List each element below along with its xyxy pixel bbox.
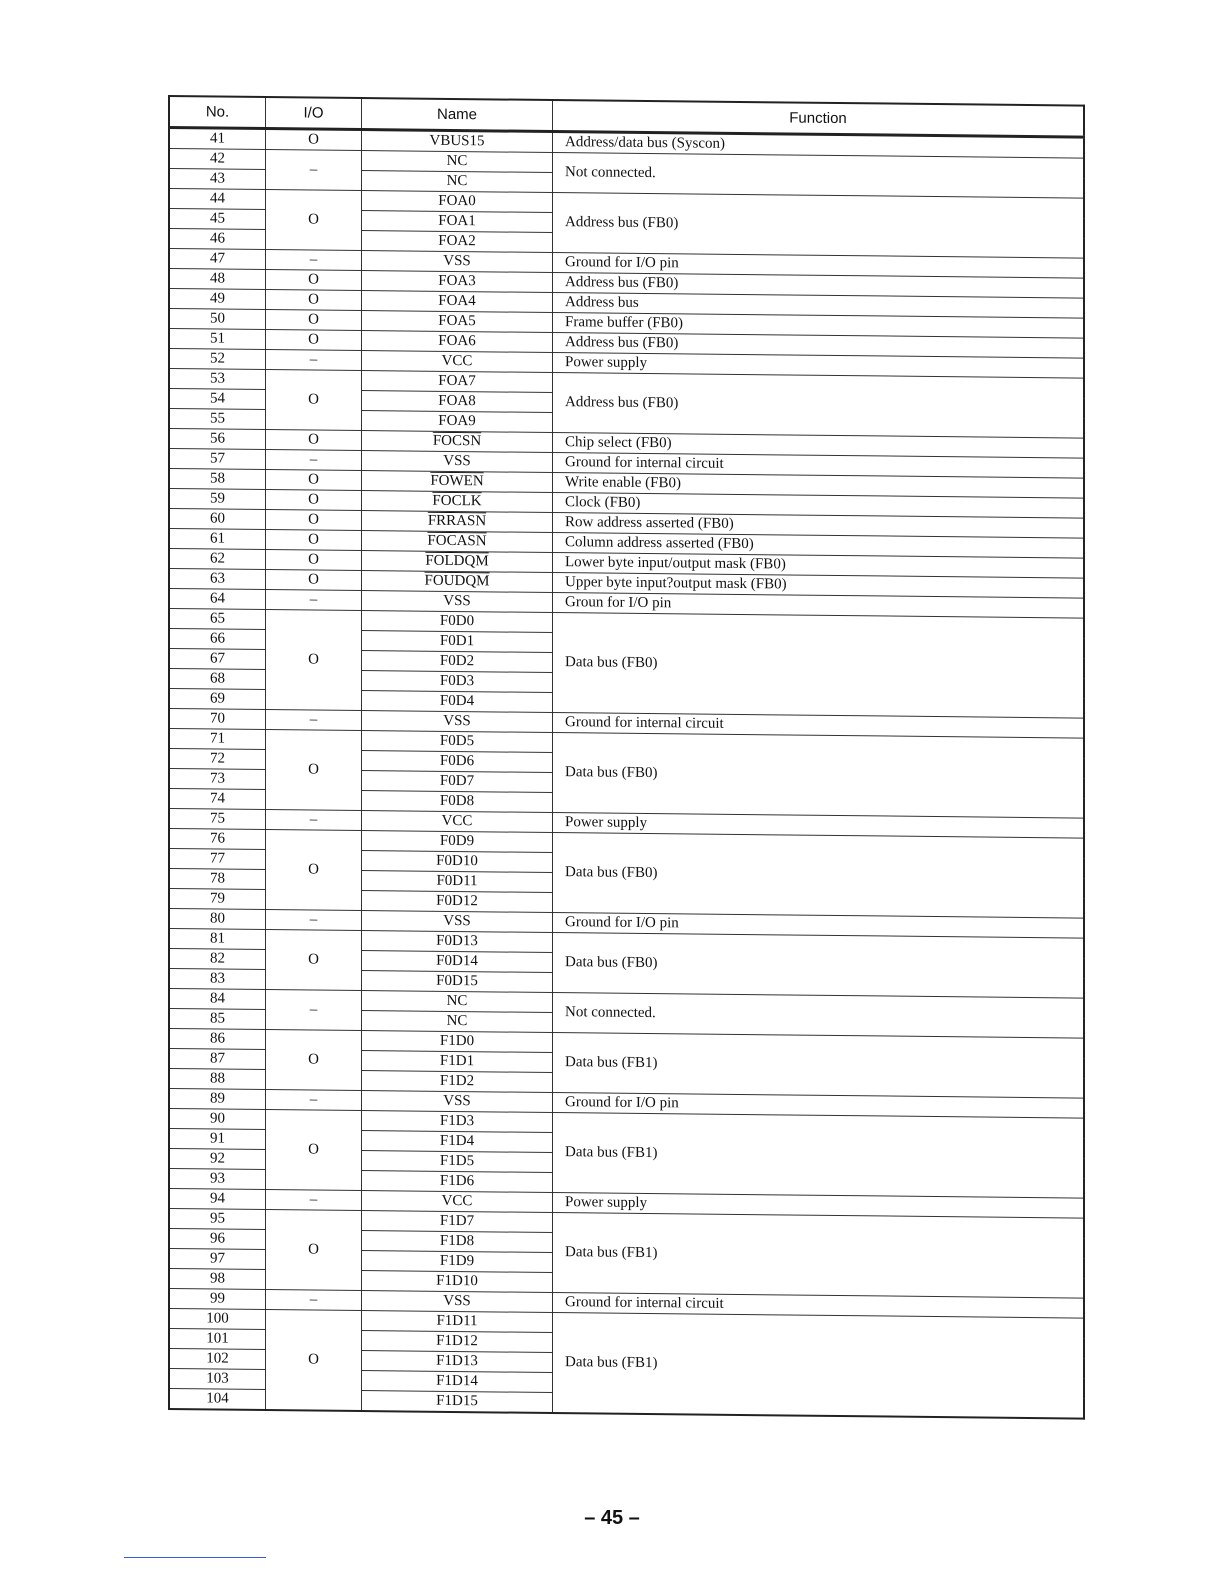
pin-io: O bbox=[266, 490, 362, 511]
pin-name bbox=[362, 171, 553, 193]
pin-name bbox=[362, 1091, 553, 1113]
pin-number: 51 bbox=[169, 329, 266, 350]
pin-function: Clock (FB0) bbox=[553, 493, 1085, 519]
pin-name-text: NC bbox=[446, 992, 468, 1010]
pin-name-text: F0D3 bbox=[439, 672, 475, 690]
pin-number: 103 bbox=[169, 1369, 266, 1390]
pin-number: 68 bbox=[169, 669, 266, 690]
pin-name bbox=[362, 791, 553, 813]
pin-number: 83 bbox=[169, 969, 266, 990]
pin-name bbox=[362, 991, 553, 1013]
pin-name bbox=[362, 651, 553, 673]
pin-name-text: NC bbox=[446, 172, 468, 190]
pin-name-text: VSS bbox=[443, 592, 471, 610]
pin-function: Not connected. bbox=[553, 993, 1085, 1039]
pin-function: Address/data bus (Syscon) bbox=[553, 132, 1085, 159]
pin-name-text: VSS bbox=[443, 712, 471, 730]
pin-function: Ground for internal circuit bbox=[553, 1293, 1085, 1319]
pin-name-text: F0D15 bbox=[436, 972, 478, 990]
pin-number: 78 bbox=[169, 869, 266, 890]
pin-io: O bbox=[266, 190, 362, 251]
pin-name bbox=[362, 631, 553, 653]
pin-io: – bbox=[266, 710, 362, 731]
pin-name-text: FOA0 bbox=[438, 192, 476, 210]
pin-name bbox=[362, 1351, 553, 1373]
pin-function: Write enable (FB0) bbox=[553, 473, 1085, 499]
pin-name bbox=[362, 1371, 553, 1393]
pin-number: 59 bbox=[169, 489, 266, 510]
pin-name-text: F0D11 bbox=[436, 872, 478, 890]
pin-function: Groun for I/O pin bbox=[553, 593, 1085, 619]
pin-name bbox=[362, 811, 553, 833]
pin-name bbox=[362, 731, 553, 753]
pin-io: – bbox=[266, 910, 362, 931]
pin-number: 52 bbox=[169, 349, 266, 370]
pin-function: Data bus (FB1) bbox=[553, 1313, 1085, 1419]
pin-name-text: F1D12 bbox=[436, 1332, 478, 1350]
pin-function: Not connected. bbox=[553, 153, 1085, 199]
pin-name-text: F0D5 bbox=[439, 732, 475, 750]
header-io: I/O bbox=[266, 97, 362, 130]
pin-name bbox=[362, 1331, 553, 1353]
pin-name-text: FOA5 bbox=[438, 312, 476, 330]
pin-name-text: FOA3 bbox=[438, 272, 476, 290]
pin-number: 58 bbox=[169, 469, 266, 490]
pin-number: 55 bbox=[169, 409, 266, 430]
pin-name-text: F0D14 bbox=[436, 952, 478, 970]
pin-name bbox=[362, 411, 553, 433]
pin-name bbox=[362, 391, 553, 413]
pin-io: O bbox=[266, 570, 362, 591]
pin-name-text: F1D2 bbox=[439, 1072, 475, 1090]
pin-name-text: NC bbox=[446, 152, 468, 170]
pin-name bbox=[362, 1191, 553, 1213]
pin-name-text: F1D14 bbox=[436, 1372, 478, 1390]
pin-name bbox=[362, 551, 553, 573]
pin-number: 94 bbox=[169, 1189, 266, 1210]
pin-number: 92 bbox=[169, 1149, 266, 1170]
pin-name bbox=[362, 451, 553, 473]
pin-number: 70 bbox=[169, 709, 266, 730]
pin-number: 65 bbox=[169, 609, 266, 630]
pin-function: Upper byte input?output mask (FB0) bbox=[553, 573, 1085, 599]
pin-name bbox=[362, 211, 553, 233]
pin-number: 86 bbox=[169, 1029, 266, 1050]
pin-name bbox=[362, 751, 553, 773]
pin-name-text: F0D6 bbox=[439, 752, 475, 770]
header-no: No. bbox=[169, 96, 266, 129]
pin-name bbox=[362, 351, 553, 373]
pin-name-text: FOA2 bbox=[438, 232, 476, 250]
pin-io: – bbox=[266, 350, 362, 371]
pin-io: – bbox=[266, 1190, 362, 1211]
pin-number: 88 bbox=[169, 1069, 266, 1090]
pin-name bbox=[362, 471, 553, 493]
pin-number: 45 bbox=[169, 209, 266, 230]
pin-io: – bbox=[266, 990, 362, 1031]
pin-number: 77 bbox=[169, 849, 266, 870]
pin-name bbox=[362, 671, 553, 693]
pin-name bbox=[362, 1171, 553, 1193]
pin-name bbox=[362, 871, 553, 893]
pin-io: O bbox=[266, 129, 362, 151]
pin-io: O bbox=[266, 1030, 362, 1091]
pin-function: Data bus (FB1) bbox=[553, 1033, 1085, 1099]
pin-name-text: VSS bbox=[443, 912, 471, 930]
pin-number: 101 bbox=[169, 1329, 266, 1350]
pin-table-body bbox=[169, 128, 1084, 1419]
pin-io: – bbox=[266, 1090, 362, 1111]
pin-name-text: FOCASN bbox=[427, 532, 487, 550]
pin-name bbox=[362, 371, 553, 393]
pin-function: Ground for I/O pin bbox=[553, 1093, 1085, 1119]
pin-name bbox=[362, 431, 553, 453]
pin-name bbox=[362, 231, 553, 253]
pin-number: 63 bbox=[169, 569, 266, 590]
pin-name-text: F0D0 bbox=[439, 612, 475, 630]
pin-name-text: F0D2 bbox=[439, 652, 475, 670]
pin-function: Row address asserted (FB0) bbox=[553, 513, 1085, 539]
pin-io: O bbox=[266, 730, 362, 811]
pin-name-text: FOA8 bbox=[438, 392, 476, 410]
pin-number: 61 bbox=[169, 529, 266, 550]
pin-function: Chip select (FB0) bbox=[553, 433, 1085, 459]
pin-number: 71 bbox=[169, 729, 266, 750]
pin-name-text: F0D10 bbox=[436, 852, 478, 870]
pin-number: 56 bbox=[169, 429, 266, 450]
pin-io: O bbox=[266, 310, 362, 331]
pin-name-text: F0D12 bbox=[436, 892, 478, 910]
pin-name bbox=[362, 151, 553, 173]
pin-name-text: F1D15 bbox=[436, 1392, 478, 1410]
pin-name-text: VSS bbox=[443, 1092, 471, 1110]
pin-name-text: F1D6 bbox=[439, 1172, 475, 1190]
pin-name-text: VCC bbox=[441, 352, 473, 370]
pin-number: 42 bbox=[169, 149, 266, 170]
pin-number: 93 bbox=[169, 1169, 266, 1190]
pin-function: Data bus (FB1) bbox=[553, 1113, 1085, 1199]
pin-io: – bbox=[266, 450, 362, 471]
pin-name-text: FOUDQM bbox=[424, 572, 490, 590]
pin-number: 84 bbox=[169, 989, 266, 1010]
pin-number: 80 bbox=[169, 909, 266, 930]
pin-function: Data bus (FB0) bbox=[553, 833, 1085, 919]
pin-function: Column address asserted (FB0) bbox=[553, 533, 1085, 559]
pin-name bbox=[362, 291, 553, 313]
pin-function: Frame buffer (FB0) bbox=[553, 313, 1085, 339]
pin-io: O bbox=[266, 1310, 362, 1412]
pin-name-text: FOA9 bbox=[438, 412, 476, 430]
pin-io: O bbox=[266, 530, 362, 551]
pin-name-text: FOCSN bbox=[432, 432, 482, 450]
pin-function: Data bus (FB0) bbox=[553, 613, 1085, 719]
pin-name-text: F0D8 bbox=[439, 792, 475, 810]
pin-io: O bbox=[266, 830, 362, 911]
pin-function: Data bus (FB1) bbox=[553, 1213, 1085, 1299]
pin-name-text: F1D1 bbox=[439, 1052, 475, 1070]
pin-function: Address bus (FB0) bbox=[553, 273, 1085, 299]
pin-function: Ground for I/O pin bbox=[553, 253, 1085, 279]
header-function: Function bbox=[553, 100, 1085, 137]
pin-name-text: VBUS15 bbox=[429, 132, 485, 150]
pin-io: O bbox=[266, 430, 362, 451]
pin-name bbox=[362, 491, 553, 513]
pin-name bbox=[362, 1011, 553, 1033]
pin-number: 47 bbox=[169, 249, 266, 270]
pin-name-text: NC bbox=[446, 1012, 468, 1030]
pin-function: Address bus bbox=[553, 293, 1085, 319]
pin-name bbox=[362, 1311, 553, 1333]
pin-name-text: FOLDQM bbox=[425, 552, 489, 570]
pin-name bbox=[362, 511, 553, 533]
pin-function: Address bus (FB0) bbox=[553, 333, 1085, 359]
pin-name bbox=[362, 1251, 553, 1273]
pin-name-text: F1D0 bbox=[439, 1032, 475, 1050]
pin-name bbox=[362, 571, 553, 593]
pin-number: 96 bbox=[169, 1229, 266, 1250]
pin-number: 60 bbox=[169, 509, 266, 530]
pin-name-text: F1D10 bbox=[436, 1272, 478, 1290]
pin-number: 48 bbox=[169, 269, 266, 290]
pin-name bbox=[362, 191, 553, 213]
pin-io: – bbox=[266, 1290, 362, 1311]
pin-number: 57 bbox=[169, 449, 266, 470]
pin-function: Power supply bbox=[553, 1193, 1085, 1219]
pin-name-text: F1D13 bbox=[436, 1352, 478, 1370]
pin-name bbox=[362, 1031, 553, 1053]
pin-name-text: VCC bbox=[441, 1192, 473, 1210]
pin-name bbox=[362, 1151, 553, 1173]
pin-name bbox=[362, 1071, 553, 1093]
pin-number: 50 bbox=[169, 309, 266, 330]
pin-io: O bbox=[266, 370, 362, 431]
pin-number: 67 bbox=[169, 649, 266, 670]
pin-number: 49 bbox=[169, 289, 266, 310]
pin-number: 69 bbox=[169, 689, 266, 710]
pin-name-text: F1D3 bbox=[439, 1112, 475, 1130]
pin-name bbox=[362, 251, 553, 273]
pin-name bbox=[362, 1391, 553, 1414]
pin-io: O bbox=[266, 930, 362, 991]
pin-name-text: VCC bbox=[441, 812, 473, 830]
pin-io: O bbox=[266, 610, 362, 711]
pin-function: Power supply bbox=[553, 813, 1085, 839]
pin-number: 66 bbox=[169, 629, 266, 650]
pin-name bbox=[362, 831, 553, 853]
pin-name bbox=[362, 1051, 553, 1073]
pin-function: Power supply bbox=[553, 353, 1085, 379]
pin-number: 91 bbox=[169, 1129, 266, 1150]
pin-name bbox=[362, 771, 553, 793]
pin-name bbox=[362, 971, 553, 993]
pin-name bbox=[362, 691, 553, 713]
pin-name-text: FRRASN bbox=[427, 512, 487, 530]
pin-name-text: FOCLK bbox=[432, 492, 482, 510]
pin-name-text: F1D5 bbox=[439, 1152, 475, 1170]
pin-name-text: FOA6 bbox=[438, 332, 476, 350]
pin-number: 100 bbox=[169, 1309, 266, 1330]
pin-number: 62 bbox=[169, 549, 266, 570]
pin-number: 41 bbox=[169, 128, 266, 150]
page-number: – 45 – bbox=[584, 1507, 640, 1529]
pin-name-text: F1D9 bbox=[439, 1252, 475, 1270]
pin-number: 54 bbox=[169, 389, 266, 410]
pin-number: 99 bbox=[169, 1289, 266, 1310]
pin-io: – bbox=[266, 250, 362, 271]
pin-number: 98 bbox=[169, 1269, 266, 1290]
pin-name-text: FOA4 bbox=[438, 292, 476, 310]
footer-rule bbox=[124, 1557, 266, 1558]
pin-name bbox=[362, 531, 553, 553]
pin-name-text: F1D11 bbox=[436, 1312, 478, 1330]
pin-name-text: F0D4 bbox=[439, 692, 475, 710]
pin-number: 64 bbox=[169, 589, 266, 610]
pin-name-text: FOA1 bbox=[438, 212, 476, 230]
pin-name bbox=[362, 851, 553, 873]
pin-function: Address bus (FB0) bbox=[553, 373, 1085, 439]
pin-name bbox=[362, 1131, 553, 1153]
pin-function: Lower byte input/output mask (FB0) bbox=[553, 553, 1085, 579]
pin-number: 82 bbox=[169, 949, 266, 970]
pin-number: 102 bbox=[169, 1349, 266, 1370]
pin-number: 95 bbox=[169, 1209, 266, 1230]
pin-name-text: F0D13 bbox=[436, 932, 478, 950]
pin-name bbox=[362, 1211, 553, 1233]
pin-number: 90 bbox=[169, 1109, 266, 1130]
pin-name bbox=[362, 951, 553, 973]
pin-io: O bbox=[266, 330, 362, 351]
pin-name-text: F0D1 bbox=[439, 632, 475, 650]
pin-number: 89 bbox=[169, 1089, 266, 1110]
pin-io: O bbox=[266, 510, 362, 531]
pin-number: 85 bbox=[169, 1009, 266, 1030]
pin-io: – bbox=[266, 810, 362, 831]
pin-table bbox=[168, 95, 1085, 1420]
pin-name bbox=[362, 1111, 553, 1133]
pin-name-text: F0D9 bbox=[439, 832, 475, 850]
pin-name bbox=[362, 311, 553, 333]
pin-function: Ground for I/O pin bbox=[553, 913, 1085, 939]
pin-number: 75 bbox=[169, 809, 266, 830]
pin-number: 43 bbox=[169, 169, 266, 190]
pin-io: O bbox=[266, 550, 362, 571]
pin-name bbox=[362, 271, 553, 293]
pin-function: Address bus (FB0) bbox=[553, 193, 1085, 259]
pin-name bbox=[362, 911, 553, 933]
pin-name-text: F0D7 bbox=[439, 772, 475, 790]
pin-io: O bbox=[266, 270, 362, 291]
pin-io: O bbox=[266, 1210, 362, 1291]
pin-name-text: FOA7 bbox=[438, 372, 476, 390]
pin-io: O bbox=[266, 470, 362, 491]
pin-name-text: VSS bbox=[443, 252, 471, 270]
pin-name bbox=[362, 130, 553, 153]
pin-name-text: F1D4 bbox=[439, 1132, 475, 1150]
pin-function: Data bus (FB0) bbox=[553, 733, 1085, 819]
pin-name bbox=[362, 891, 553, 913]
pin-number: 72 bbox=[169, 749, 266, 770]
pin-name bbox=[362, 1291, 553, 1313]
pin-name bbox=[362, 931, 553, 953]
pin-io: O bbox=[266, 290, 362, 311]
pin-name bbox=[362, 591, 553, 613]
pin-number: 44 bbox=[169, 189, 266, 210]
pin-number: 81 bbox=[169, 929, 266, 950]
pin-number: 87 bbox=[169, 1049, 266, 1070]
pin-io: – bbox=[266, 150, 362, 191]
pin-name-text: VSS bbox=[443, 1292, 471, 1310]
pin-name-text: F1D7 bbox=[439, 1212, 475, 1230]
pin-name bbox=[362, 611, 553, 633]
pin-name-text: VSS bbox=[443, 452, 471, 470]
pin-number: 104 bbox=[169, 1389, 266, 1411]
pin-name bbox=[362, 711, 553, 733]
pin-name-text: F1D8 bbox=[439, 1232, 475, 1250]
pin-name bbox=[362, 1231, 553, 1253]
pin-name bbox=[362, 1271, 553, 1293]
header-name: Name bbox=[362, 98, 553, 132]
pin-number: 79 bbox=[169, 889, 266, 910]
pin-io: – bbox=[266, 590, 362, 611]
pin-number: 46 bbox=[169, 229, 266, 250]
pin-number: 73 bbox=[169, 769, 266, 790]
pin-io: O bbox=[266, 1110, 362, 1191]
pin-function: Data bus (FB0) bbox=[553, 933, 1085, 999]
pin-number: 74 bbox=[169, 789, 266, 810]
pin-function: Ground for internal circuit bbox=[553, 453, 1085, 479]
pin-name-text: FOWEN bbox=[430, 472, 484, 490]
pin-number: 97 bbox=[169, 1249, 266, 1270]
pin-number: 76 bbox=[169, 829, 266, 850]
pin-number: 53 bbox=[169, 369, 266, 390]
pin-name bbox=[362, 331, 553, 353]
pin-function: Ground for internal circuit bbox=[553, 713, 1085, 739]
